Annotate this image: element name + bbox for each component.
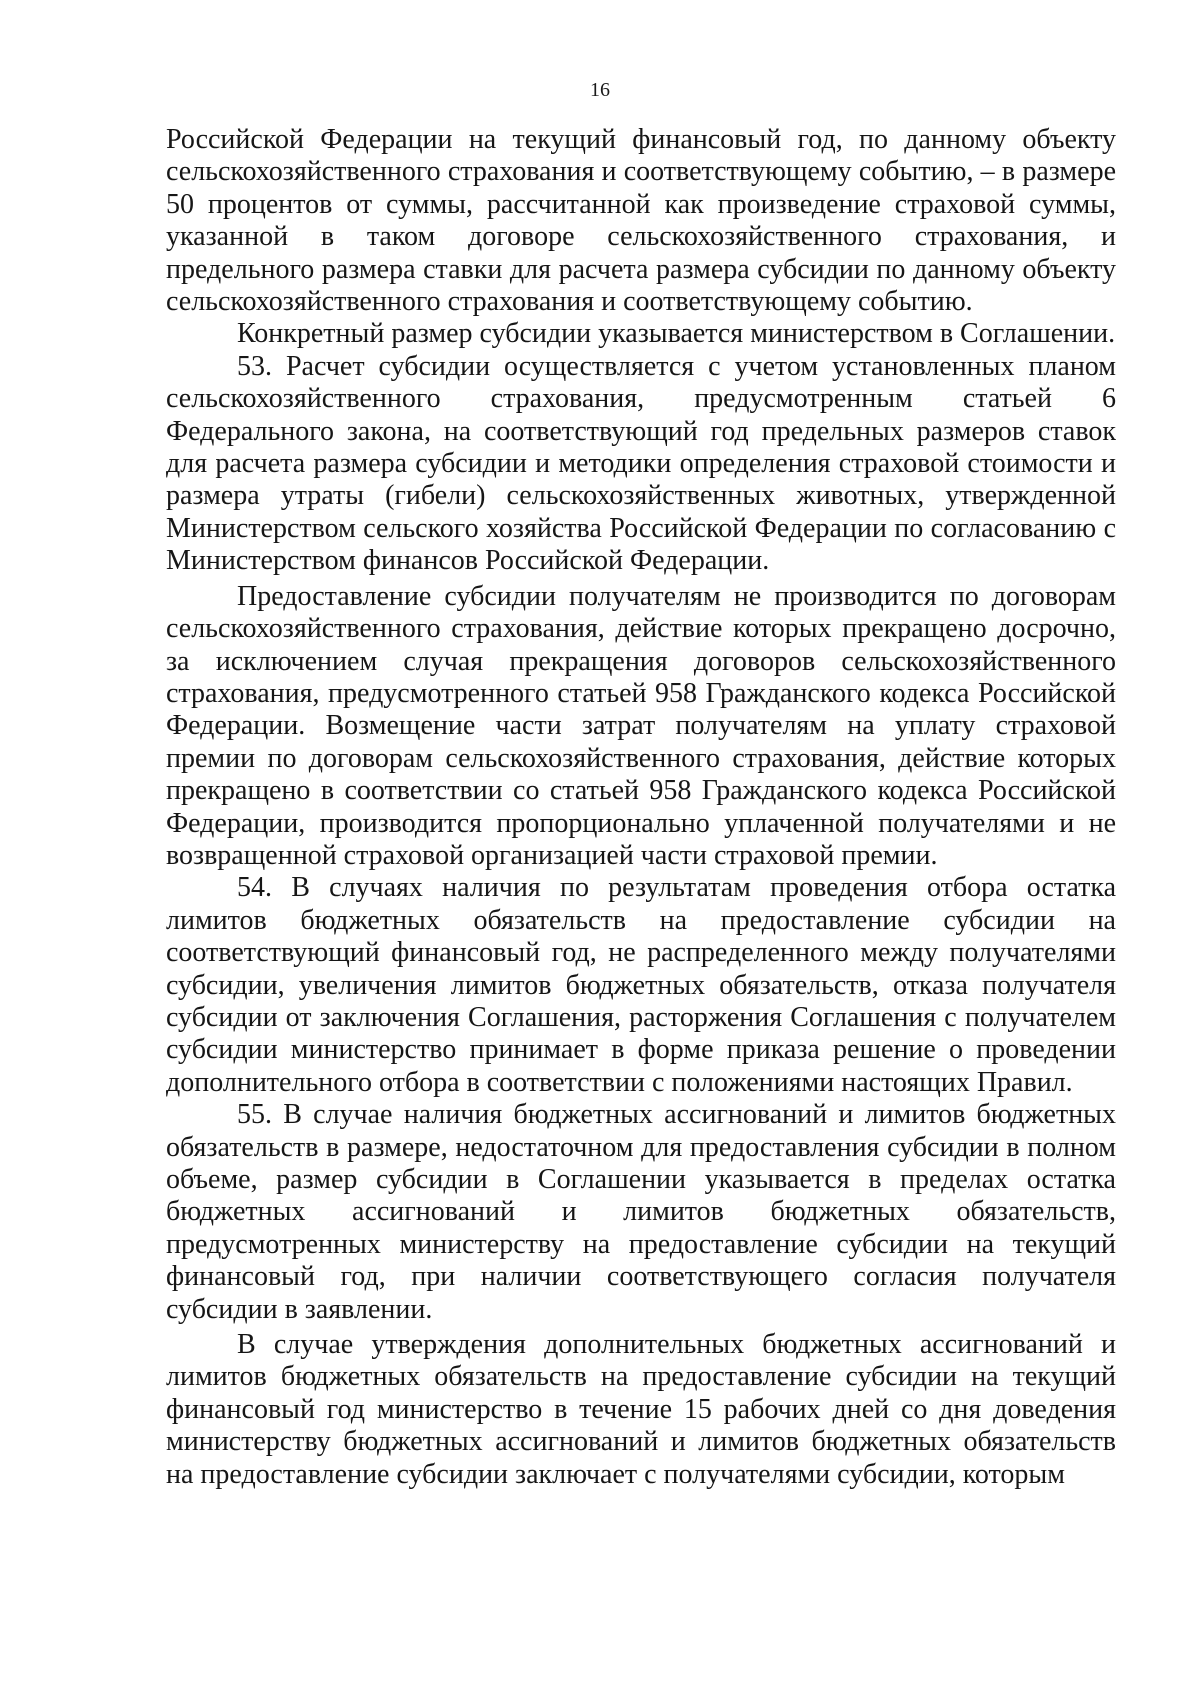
paragraph-early-termination: Предоставление субсидии получателям не производится по договорам сельскохозяйственного страхования, действие которых прекращено досрочно, за исключением случая прекращения договоров сельскохозяйственного страхования, предусмотренного статьей 958 Гражданского кодекса Российской Федерации. Возмещение части затрат получателям на уплату страховой премии по договорам сельскохозяйственного страхования, действие которых прекращено в соответствии со статьей 958 Гражданского кодекса Российской Федерации, производится пропорционально уплаченной получателями и не возвращенной страховой организацией части страховой премии. bbox=[166, 580, 1116, 871]
paragraph-continuation-subsidy-amount: Российской Федерации на текущий финансовый год, по данному объекту сельскохозяйственного страхования и соответствующему событию, – в размере 50 процентов от суммы, рассчитанной как произведение страховой суммы, указанной в таком договоре сельскохозяйственного страхования, и предельного размера ставки для расчета размера субсидии по данному объекту сельскохозяйственного страхования и соответствующему событию. bbox=[166, 124, 1116, 318]
paragraph-item-54: 54. В случаях наличия по результатам проведения отбора остатка лимитов бюджетных обязательств на предоставление субсидии на соответствующий финансовый год, не распределенного между получателями субсидии, увеличения лимитов бюджетных обязательств, отказа получателя субсидии от заключения Соглашения, расторжения Соглашения с получателем субсидии министерство принимает в форме приказа решение о проведении дополнительного отбора в соответствии с положениями настоящих Правил. bbox=[166, 872, 1116, 1098]
page-number: 16 bbox=[590, 79, 610, 101]
paragraph-additional-allocations: В случае утверждения дополнительных бюджетных ассигнований и лимитов бюджетных обязательств на предоставление субсидии на текущий финансовый год министерство в течение 15 рабочих дней со дня доведения министерству бюджетных ассигнований и лимитов бюджетных обязательств на предоставление субсидии заключает с получателями субсидии, которым bbox=[166, 1329, 1116, 1490]
paragraph-item-53: 53. Расчет субсидии осуществляется с учетом установленных планом сельскохозяйственного страхования, предусмотренным статьей 6 Федерального закона, на соответствующий год предельных размеров ставок для расчета размера субсидии и методики определения страховой стоимости и размера утраты (гибели) сельскохозяйственных животных, утвержденной Министерством сельского хозяйства Российской Федерации по согласованию с Министерством финансов Российской Федерации. bbox=[166, 350, 1116, 577]
document-body bbox=[166, 124, 1116, 1491]
paragraph-specific-subsidy-size: Конкретный размер субсидии указывается министерством в Соглашении. bbox=[237, 318, 1116, 350]
paragraph-item-55: 55. В случае наличия бюджетных ассигнований и лимитов бюджетных обязательств в размере, недостаточном для предоставления субсидии в полном объеме, размер субсидии в Соглашении указывается в пределах остатка бюджетных ассигнований и лимитов бюджетных обязательств, предусмотренных министерству на предоставление субсидии на текущий финансовый год, при наличии соответствующего согласия получателя субсидии в заявлении. bbox=[166, 1099, 1116, 1325]
